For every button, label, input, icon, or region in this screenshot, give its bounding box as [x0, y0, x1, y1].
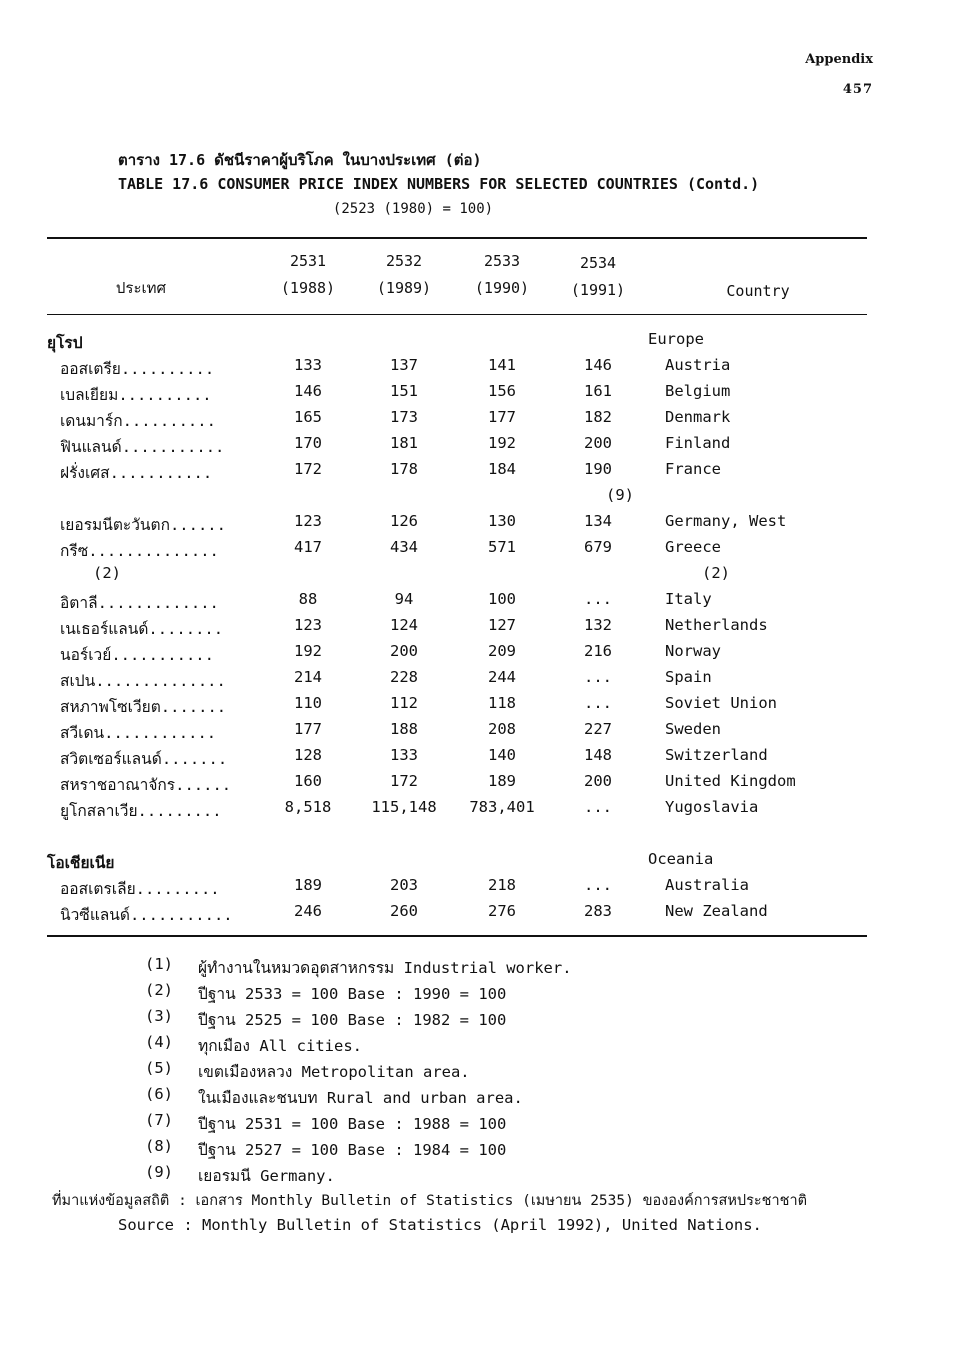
value-1988: 177 [294, 720, 322, 738]
value-1988: 88 [298, 590, 318, 608]
value-1989: 115,148 [371, 798, 437, 816]
table-row [0, 512, 966, 538]
table-row [0, 798, 966, 824]
value-1990: 571 [488, 538, 516, 556]
value-1991: ... [584, 668, 612, 686]
value-1989: 112 [390, 694, 418, 712]
source-thai: ที่มาแห่งข้อมูลสถิติ : เอกสาร Monthly Bulletin of Statistics (เมษายน 2535) ขององค์การสหประชาชาติ [52, 1193, 808, 1209]
value-1991: 148 [584, 746, 612, 764]
country-name-thai: ออสเตรีย.......... [60, 360, 215, 378]
value-1988: 192 [294, 642, 322, 660]
table-row [0, 382, 966, 408]
table-row [0, 668, 966, 694]
value-1989: 173 [390, 408, 418, 426]
value-1991: 182 [584, 408, 612, 426]
value-1990: 184 [488, 460, 516, 478]
country-name-english: Finland [665, 434, 731, 452]
country-name-english: Belgium [665, 382, 731, 400]
value-1991: 216 [584, 642, 612, 660]
country-name-english: France [665, 460, 721, 478]
country-name-thai: สวีเดน............ [60, 724, 217, 742]
country-name-english: United Kingdom [665, 772, 796, 790]
value-1991: 679 [584, 538, 612, 556]
table-bottom-rule [47, 935, 867, 937]
value-1990: 118 [488, 694, 516, 712]
country-name-thai: ยูโกสลาเวีย......... [60, 802, 222, 820]
country-name-thai: สเปน.............. [60, 672, 226, 690]
value-1991: 134 [584, 512, 612, 530]
group-label-english: Europe [648, 330, 704, 348]
country-name-thai: เยอรมนีตะวันตก...... [60, 516, 226, 534]
header-bottom-rule [47, 314, 867, 315]
table-row [0, 616, 966, 642]
group-label-thai: ยุโรป [47, 334, 83, 352]
country-name-english: Italy [665, 590, 712, 608]
value-1990: 177 [488, 408, 516, 426]
value-1990: 100 [488, 590, 516, 608]
table-row [0, 356, 966, 382]
appendix-label: Appendix [805, 52, 873, 67]
country-name-english: Greece [665, 538, 721, 556]
country-name-english: Switzerland [665, 746, 768, 764]
country-name-thai: สหราชอาณาจักร...... [60, 776, 232, 794]
value-1988: 123 [294, 512, 322, 530]
value-1989: 178 [390, 460, 418, 478]
value-1990: 276 [488, 902, 516, 920]
column-header-year-4: 2534 (1991) [570, 254, 626, 299]
country-name-thai: ฟินแลนด์........... [60, 438, 225, 456]
source-english: Source : Monthly Bulletin of Statistics (April 1992), United Nations. [118, 1216, 762, 1234]
value-1991: 161 [584, 382, 612, 400]
value-1991: ... [584, 798, 612, 816]
page-number: 457 [842, 82, 873, 97]
group-row-oceania [0, 850, 966, 876]
value-1990: 130 [488, 512, 516, 530]
country-name-thai: เบลเยียม.......... [60, 386, 212, 404]
table-row [0, 720, 966, 746]
country-name-english: Spain [665, 668, 712, 686]
value-1990: 208 [488, 720, 516, 738]
value-1990: 141 [488, 356, 516, 374]
value-1989: 181 [390, 434, 418, 452]
value-1989: 188 [390, 720, 418, 738]
country-name-thai: กรีซ.............. [60, 542, 219, 560]
column-header-year-1: 2531 (1988) [280, 252, 336, 297]
country-name-thai: สวิตเซอร์แลนด์....... [60, 750, 228, 768]
country-name-english: New Zealand [665, 902, 768, 920]
value-1989: 94 [394, 590, 414, 608]
value-1988: 160 [294, 772, 322, 790]
country-name-english: Norway [665, 642, 721, 660]
value-1988: 110 [294, 694, 322, 712]
value-1991: 283 [584, 902, 612, 920]
footnote-ref-row [0, 564, 966, 590]
country-name-thai: เดนมาร์ก.......... [60, 412, 216, 430]
value-1988: 214 [294, 668, 322, 686]
value-1990: 218 [488, 876, 516, 894]
country-name-thai: เนเธอร์แลนด์........ [60, 620, 224, 638]
value-1989: 434 [390, 538, 418, 556]
value-1989: 203 [390, 876, 418, 894]
table-row [0, 694, 966, 720]
value-1990: 127 [488, 616, 516, 634]
column-header-year-3: 2533 (1990) [474, 252, 530, 297]
value-1988: 123 [294, 616, 322, 634]
value-1990: 209 [488, 642, 516, 660]
footnote-ref-row [0, 486, 966, 512]
country-name-english: Austria [665, 356, 731, 374]
value-1989: 260 [390, 902, 418, 920]
table-row [0, 408, 966, 434]
table-row [0, 538, 966, 564]
value-1988: 165 [294, 408, 322, 426]
table-row [0, 460, 966, 486]
value-1990: 192 [488, 434, 516, 452]
value-1991: ... [584, 876, 612, 894]
value-1989: 124 [390, 616, 418, 634]
value-1990: 783,401 [469, 798, 535, 816]
country-name-thai: สหภาพโซเวียต....... [60, 698, 227, 716]
country-name-english: Yugoslavia [665, 798, 759, 816]
table-row [0, 434, 966, 460]
value-1989: 200 [390, 642, 418, 660]
group-row-europe [0, 330, 966, 356]
value-1989: 172 [390, 772, 418, 790]
value-1988: 146 [294, 382, 322, 400]
table-row [0, 746, 966, 772]
value-1991: 132 [584, 616, 612, 634]
column-header-thai-country: ประเทศ [115, 279, 167, 297]
value-1991: 227 [584, 720, 612, 738]
value-1990: 244 [488, 668, 516, 686]
value-1989: 228 [390, 668, 418, 686]
table-row [0, 590, 966, 616]
group-label-thai: โอเชียเนีย [47, 854, 115, 872]
country-name-thai: นอร์เวย์........... [60, 646, 214, 664]
value-1988: 128 [294, 746, 322, 764]
value-1990: 156 [488, 382, 516, 400]
value-1991: 200 [584, 772, 612, 790]
value-1989: 126 [390, 512, 418, 530]
value-1988: 189 [294, 876, 322, 894]
country-name-english: Netherlands [665, 616, 768, 634]
table-row [0, 902, 966, 928]
table-row [0, 642, 966, 668]
group-label-english: Oceania [648, 850, 714, 868]
column-header-country: Country [726, 282, 790, 300]
country-name-thai: อิตาลี............. [60, 594, 219, 612]
value-1988: 8,518 [284, 798, 332, 816]
value-1990: 189 [488, 772, 516, 790]
value-1988: 133 [294, 356, 322, 374]
footnote-ref-9: (9) [606, 486, 634, 504]
value-1988: 246 [294, 902, 322, 920]
table-top-rule [47, 237, 867, 239]
table-row [0, 772, 966, 798]
value-1991: 190 [584, 460, 612, 478]
country-name-english: Australia [665, 876, 749, 894]
value-1989: 137 [390, 356, 418, 374]
value-1991: 200 [584, 434, 612, 452]
country-name-thai: นิวซีแลนด์........... [60, 906, 233, 924]
value-1991: ... [584, 590, 612, 608]
country-name-thai: ออสเตรเลีย......... [60, 880, 220, 898]
value-1991: 146 [584, 356, 612, 374]
value-1988: 170 [294, 434, 322, 452]
table-base-year [0, 201, 966, 217]
value-1991: ... [584, 694, 612, 712]
table-title-thai: ตาราง 17.6 ดัชนีราคาผู้บริโภค ในบางประเทศ (ต่อ) [118, 151, 482, 169]
value-1989: 151 [390, 382, 418, 400]
value-1988: 172 [294, 460, 322, 478]
value-1990: 140 [488, 746, 516, 764]
footnote-ref-2-right: (2) [702, 564, 730, 582]
table-title-english: TABLE 17.6 CONSUMER PRICE INDEX NUMBERS FOR SELECTED COUNTRIES (Contd.) [118, 175, 760, 193]
value-1988: 417 [294, 538, 322, 556]
column-header-year-2: 2532 (1989) [376, 252, 432, 297]
country-name-english: Soviet Union [665, 694, 777, 712]
footnote-ref-2-left: (2) [93, 564, 121, 582]
value-1989: 133 [390, 746, 418, 764]
table-row [0, 876, 966, 902]
country-name-english: Sweden [665, 720, 721, 738]
country-name-english: Denmark [665, 408, 731, 426]
country-name-english: Germany, West [665, 512, 787, 530]
base-year-text: (2523 (1980) = 100) [332, 201, 494, 217]
country-name-thai: ฝรั่งเศส........... [60, 464, 213, 482]
